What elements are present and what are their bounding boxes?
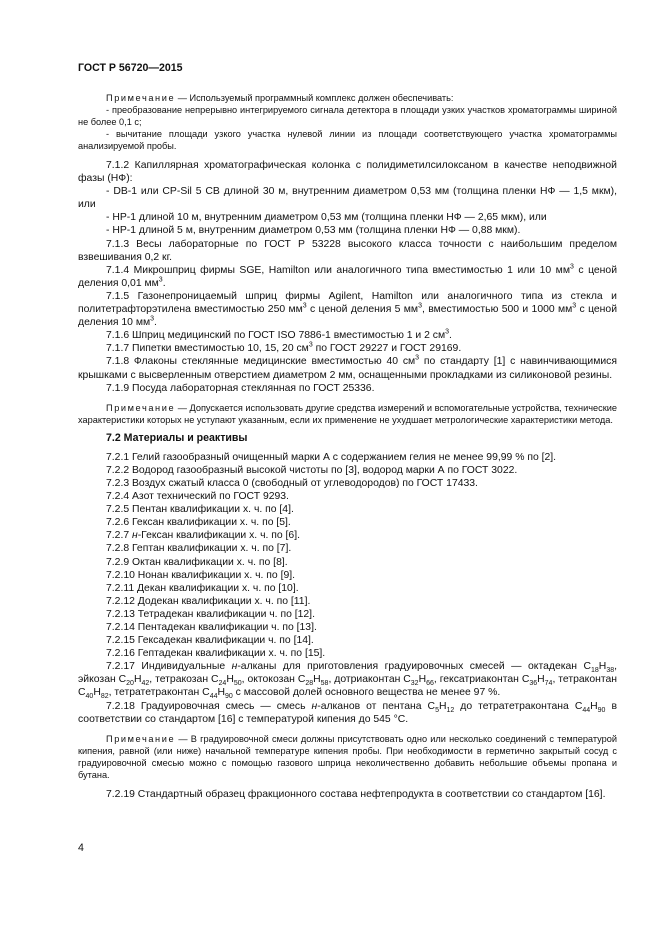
section-heading-7-2: 7.2 Материалы и реактивы xyxy=(106,431,248,444)
para-7-1-5: 7.1.5 Газонепроницаемый шприц фирмы Agilent, Hamilton или аналогичного типа из стекла и политетрафторэтилена вместимостью 250 $мм^3$ с ценой деления 5 $мм^3$, вместимостью 500 и 1000 $мм^3$ с ценой деления 10 $мм^3$. xyxy=(78,290,617,329)
material-item: 7.2.6 Гексан квалификации х. ч. по [5]. xyxy=(106,517,291,529)
material-item: 7.2.12 Додекан квалификации х. ч. по [11]. xyxy=(106,595,311,607)
para-7-2-18: 7.2.18 Градуировочная смесь — смесь н-алканов от пентана $C_5H_{12}$ до тетратетраконтана $C_{44}H_{90}$ в соответствии со стандартом [16] с температурой кипения до 545 °С. xyxy=(78,700,617,725)
para-7-2-19: 7.2.19 Стандартный образец фракционного состава нефтепродукта в соответствии со стандартом [16]. xyxy=(106,788,606,800)
material-item: 7.2.13 Тетрадекан квалификации ч. по [12]. xyxy=(106,608,315,620)
document-header: ГОСТ Р 56720—2015 xyxy=(78,62,183,74)
material-item: 7.2.9 Октан квалификации х. ч. по [8]. xyxy=(106,556,288,568)
note-label: Примечание xyxy=(106,402,176,413)
material-item: 7.2.2 Водород газообразный высокой чистоты по [3], водород марки А по ГОСТ 3022. xyxy=(106,464,518,476)
para-7-1-4: 7.1.4 Микрошприц фирмы SGE, Hamilton или аналогичного типа вместимостью 1 или 10 $мм^3$ с ценой деления 0,01 $мм^3$. xyxy=(78,263,618,289)
material-item: 7.2.8 Гептан квалификации х. ч. по [7]. xyxy=(106,543,292,555)
document-body xyxy=(78,92,617,801)
note-label: Примечание xyxy=(106,93,176,103)
material-item: 7.2.11 Декан квалификации х. ч. по [10]. xyxy=(106,582,299,594)
para-7-1-7: 7.1.7 Пипетки вместимостью 10, 15, 20 $см^3$ по ГОСТ 29227 и ГОСТ 29169. xyxy=(106,341,462,355)
page-number: 4 xyxy=(78,842,84,854)
para-7-1-8: 7.1.8 Флаконы стеклянные медицинские вместимостью 40 $см^3$ по стандарту [1] с навинчивающимися крышками с высверленным отверстием диаметром 2 мм, оснащенными прокладками из силиконовой резины. xyxy=(78,354,618,381)
para-7-1-2-item: - DB-1 или CP-Sil 5 CB длиной 30 м, внутренним диаметром 0,53 мм (толщина пленки НФ — 1,5 мкм), или xyxy=(78,186,617,211)
para-7-1-2: 7.1.2 Капиллярная хроматографическая колонка с полидиметилсилоксаном в качестве неподвижной фазы (НФ): xyxy=(78,160,617,185)
note-alternative-instruments: Примечание — Допускается использовать другие средства измерений и вспомогательные устройства, технические характеристики которых не уступают указанным, если их применение не ухудшает метрологические характеристики метода. xyxy=(78,402,617,425)
note-calibration-mix: Примечание — В градуировочной смеси должны присутствовать одно или несколько соединений с температурой кипения, равной (или ниже) начальной температуре кипения пробы. При необходимости в герметично закрытый сосуд с градуировочной смесью можно с помощью газового шприца неколичественно добавить небольшие объемы пропана и бутана. xyxy=(78,733,617,780)
material-item: 7.2.16 Гептадекан квалификации х. ч. по [15]. xyxy=(106,648,326,660)
material-item: 7.2.4 Азот технический по ГОСТ 9293. xyxy=(106,491,289,503)
para-7-1-6: 7.1.6 Шприц медицинский по ГОСТ ISO 7886-1 вместимостью 1 и 2 $см^3$. xyxy=(106,328,452,342)
note-item: - вычитание площади узкого участка нулевой линии из площади соответствующего участка хроматограммы анализируемой пробы. xyxy=(78,129,617,151)
note-software: Примечание — Используемый программный комплекс должен обеспечивать: - преобразование непрерывно интегрируемого сигнала детектора в площади узких участков хроматограммы шириной не более 0,1 с; - вычитание площади узкого участка нулевой линии из площади соответствующего участка хроматограммы анализируемой пробы. xyxy=(78,93,617,151)
para-7-1-9: 7.1.9 Посуда лабораторная стеклянная по ГОСТ 25336. xyxy=(106,382,375,394)
material-item: 7.2.7 н-Гексан квалификации х. ч. по [6]. xyxy=(106,530,300,542)
material-item: 7.2.3 Воздух сжатый класса 0 (свободный от углеводородов) по ГОСТ 17433. xyxy=(106,477,478,489)
para-7-1-2-item: - HP-1 длиной 10 м, внутренним диаметром 0,53 мм (толщина пленки НФ — 2,65 мкм), или xyxy=(106,212,547,224)
para-7-1-3: 7.1.3 Весы лабораторные по ГОСТ Р 53228 высокого класса точности с наибольшим пределом взвешивания 0,2 кг. xyxy=(78,238,617,263)
material-item: 7.2.15 Гексадекан квалификации ч. по [14]. xyxy=(106,635,314,647)
para-7-1-2-item: - HP-1 длиной 5 м, внутренним диаметром 0,53 мм (толщина пленки НФ — 0,88 мкм). xyxy=(106,225,521,237)
note-label: Примечание xyxy=(106,733,176,744)
material-item: 7.2.5 Пентан квалификации х. ч. по [4]. xyxy=(106,504,294,516)
note-item: - преобразование непрерывно интегрируемого сигнала детектора в площади узких участков хроматограммы шириной не более 0,1 с; xyxy=(78,105,617,127)
material-item: 7.2.14 Пентадекан квалификации ч. по [13]. xyxy=(106,622,317,633)
para-7-2-17: 7.2.17 Индивидуальные н-алканы для приготовления градуировочных смесей — октадекан $C_{18}H_{38}$, эйкозан $C_{20}H_{42}$, тетракозан $C_{24}H_{50}$, октокозан $C_{28}H_{58}$, дотриаконтан $C_{32}H_{66}$, гексатриаконтан $C_{36}H_{74}$, тетраконтан $C_{40}H_{82}$, тетратетраконтан $C_{44}H_{90}$ с массовой долей основного вещества не менее 97 %. xyxy=(78,661,617,701)
material-item: 7.2.10 Нонан квалификации х. ч. по [9]. xyxy=(106,569,296,581)
material-item: 7.2.1 Гелий газообразный очищенный марки А с содержанием гелия не менее 99,99 % по [2]. xyxy=(106,451,557,463)
